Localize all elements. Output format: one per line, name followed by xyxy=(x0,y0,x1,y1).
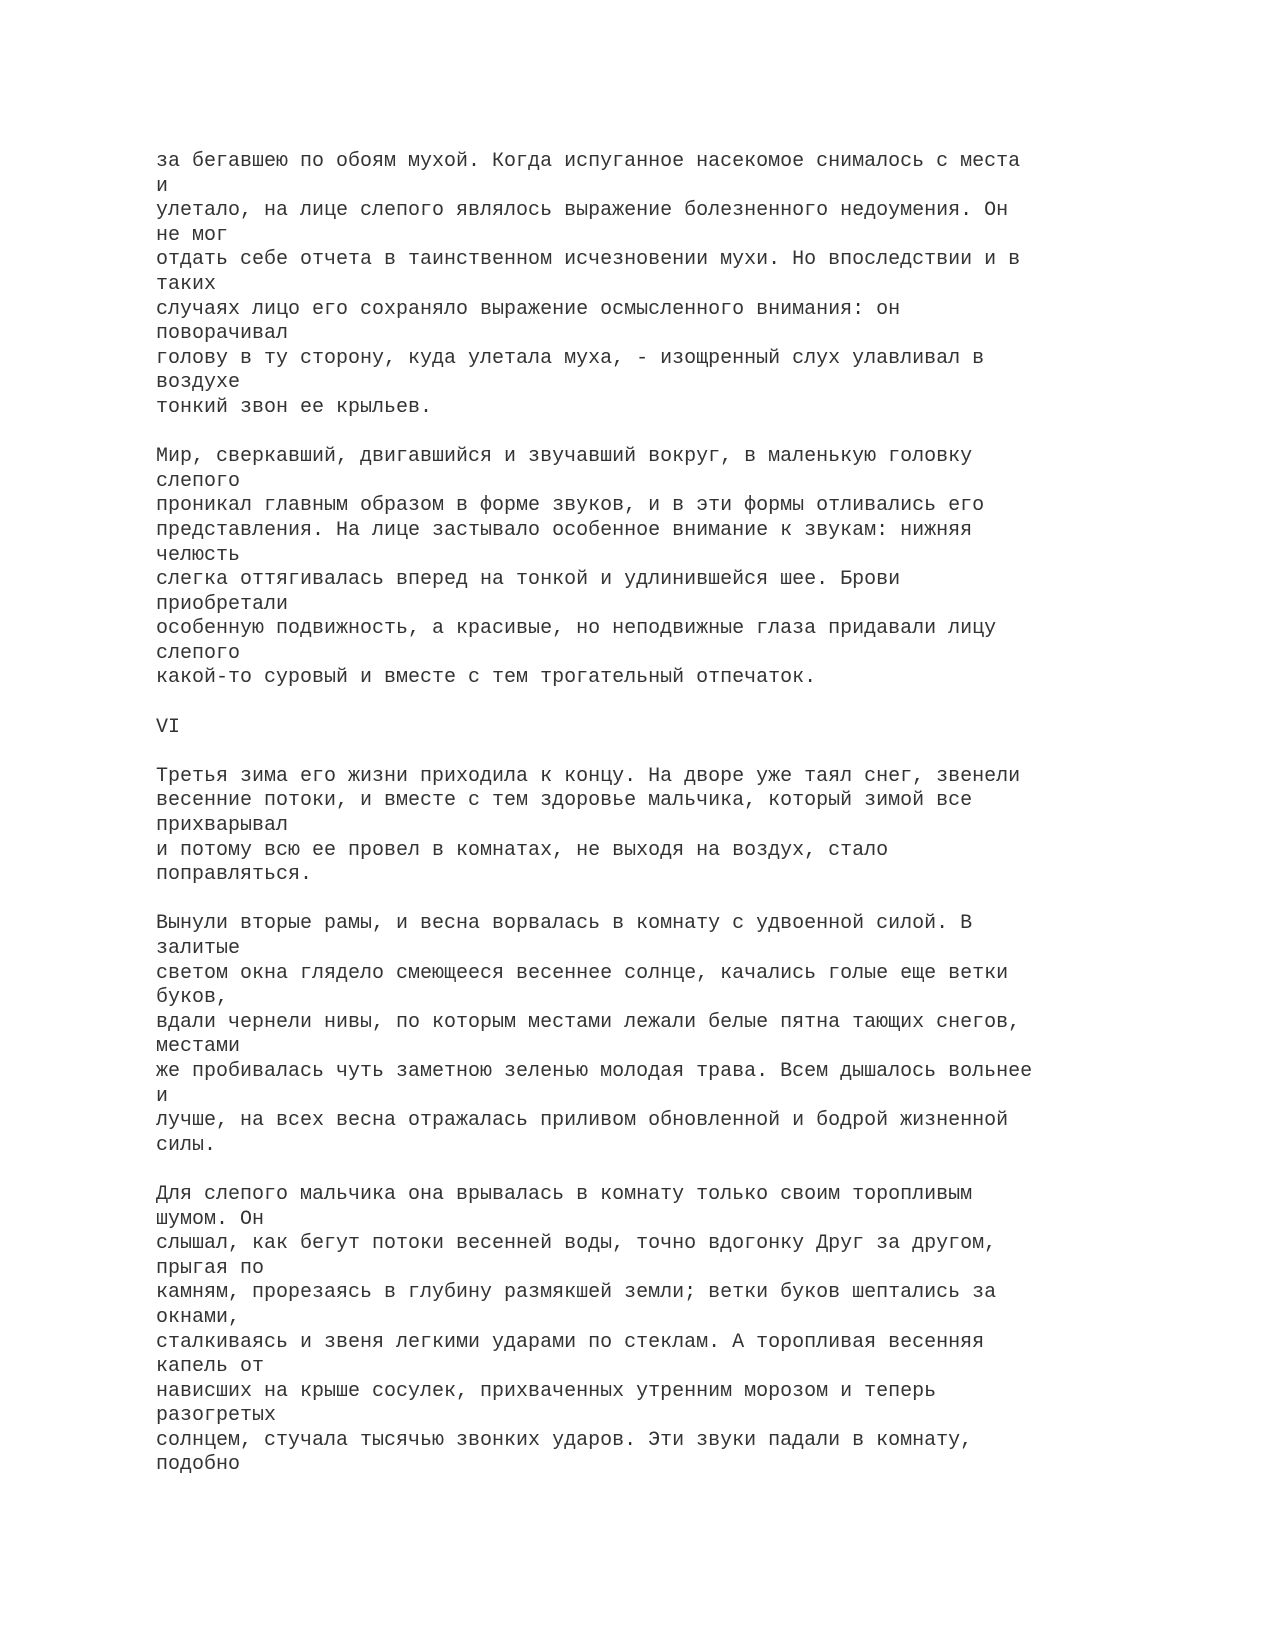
text-line: слепого xyxy=(156,641,241,665)
text-line: силы. xyxy=(156,1133,217,1157)
text-line: слепого xyxy=(156,469,241,493)
text-line: окнами, xyxy=(156,1305,241,1329)
text-line: особенную подвижность, а красивые, но неподвижные глаза придавали лицу xyxy=(156,617,997,641)
text-line: весенние потоки, и вместе с тем здоровье мальчика, который зимой все xyxy=(156,789,973,813)
text-line: и xyxy=(156,174,169,198)
text-line: капель от xyxy=(156,1355,265,1379)
text-line: камням, прорезаясь в глубину размякшей земли; ветки буков шептались за xyxy=(156,1281,997,1305)
text-line: голову в ту сторону, куда улетала муха, - изощренный слух улавливал в xyxy=(156,346,985,370)
text-line: не мог xyxy=(156,223,229,247)
text-line: подобно xyxy=(156,1453,241,1477)
text-line: и xyxy=(156,1084,169,1108)
text-line: таких xyxy=(156,272,217,296)
text-line: VI xyxy=(156,715,181,739)
text-line: какой-то суровый и вместе с тем трогательный отпечаток. xyxy=(156,666,817,690)
text-line: улетало, на лице слепого являлось выражение болезненного недоумения. Он xyxy=(156,199,1009,223)
text-line: светом окна глядело смеющееся весеннее солнце, качались голые еще ветки xyxy=(156,961,1009,985)
text-line: же пробивалась чуть заметною зеленью молодая трава. Всем дышалось вольнее xyxy=(156,1059,1033,1083)
text-line: отдать себе отчета в таинственном исчезновении мухи. Но впоследствии и в xyxy=(156,248,1021,272)
text-line: представления. На лице застывало особенное внимание к звукам: нижняя xyxy=(156,518,973,542)
text-line: солнцем, стучала тысячью звонких ударов. Эти звуки падали в комнату, xyxy=(156,1428,973,1452)
text-line: нависших на крыше сосулек, прихваченных утренним морозом и теперь xyxy=(156,1379,937,1403)
text-line: случаях лицо его сохраняло выражение осмысленного внимания: он xyxy=(156,297,901,321)
text-line: сталкиваясь и звеня легкими ударами по стеклам. А торопливая весенняя xyxy=(156,1330,985,1354)
text-line: Вынули вторые рамы, и весна ворвалась в комнату с удвоенной силой. В xyxy=(156,912,973,936)
text-line: поправляться. xyxy=(156,863,313,887)
text-line: поворачивал xyxy=(156,322,289,346)
text-line: тонкий звон ее крыльев. xyxy=(156,395,433,419)
text-line: слышал, как бегут потоки весенней воды, точно вдогонку Друг за другом, xyxy=(156,1232,997,1256)
text-line: местами xyxy=(156,1035,241,1059)
text-line: залитые xyxy=(156,937,241,960)
blank-line xyxy=(156,1158,1166,1183)
blank-line xyxy=(156,421,1166,446)
text-line: прыгая по xyxy=(156,1256,265,1280)
text-line: приобретали xyxy=(156,592,289,616)
document-text xyxy=(156,150,1166,1478)
blank-line xyxy=(156,691,1166,716)
text-line: и потому всю ее провел в комнатах, не выходя на воздух, стало xyxy=(156,838,889,862)
text-line: вдали чернели нивы, по которым местами лежали белые пятна тающих снегов, xyxy=(156,1010,1021,1034)
blank-line xyxy=(156,888,1166,913)
text-line: разогретых xyxy=(156,1404,277,1428)
text-line: проникал главным образом в форме звуков, и в эти формы отливались его xyxy=(156,494,985,518)
blank-line xyxy=(156,740,1166,765)
text-line: Для слепого мальчика она врывалась в комнату только своим торопливым xyxy=(156,1182,973,1206)
text-line: челюсть xyxy=(156,543,241,567)
text-line: буков, xyxy=(156,986,229,1010)
text-line: прихварывал xyxy=(156,814,289,838)
text-line: за бегавшею по обоям мухой. Когда испуганное насекомое снималось с места xyxy=(156,150,1021,173)
text-line: слегка оттягивалась вперед на тонкой и удлинившейся шее. Брови xyxy=(156,568,901,592)
text-line: лучше, на всех весна отражалась приливом обновленной и бодрой жизненной xyxy=(156,1109,1009,1133)
text-line: шумом. Он xyxy=(156,1207,265,1231)
text-line: Мир, сверкавший, двигавшийся и звучавший вокруг, в маленькую головку xyxy=(156,445,973,469)
text-line: воздухе xyxy=(156,371,241,395)
text-line: Третья зима его жизни приходила к концу. На дворе уже таял снег, звенели xyxy=(156,764,1021,788)
